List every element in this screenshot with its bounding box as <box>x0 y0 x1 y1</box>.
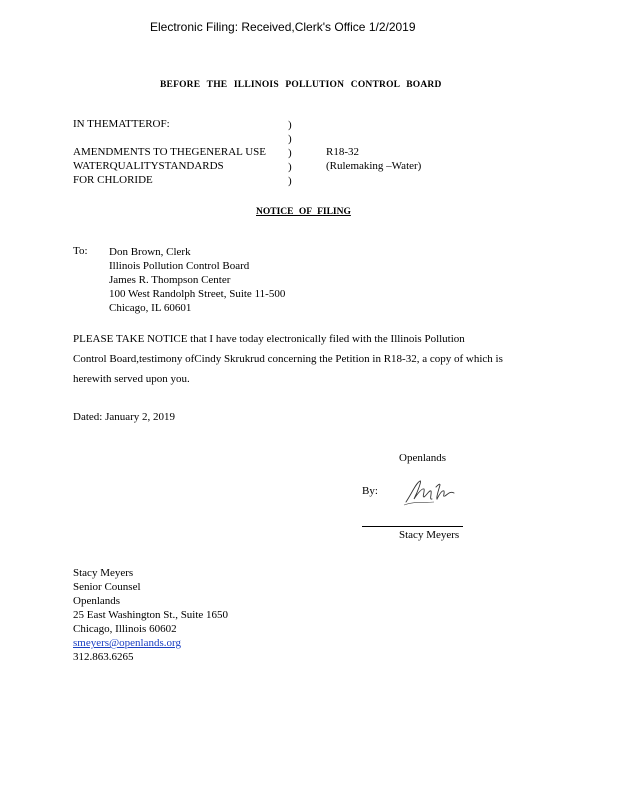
addressee-line: Don Brown, Clerk <box>109 246 191 258</box>
signature-image <box>400 475 462 509</box>
body-line: herewith served upon you. <box>73 373 190 385</box>
matter-label: IN THEMATTEROF: <box>73 118 170 130</box>
addressee-line: Illinois Pollution Control Board <box>109 260 250 272</box>
caption-paren: ) <box>288 161 292 173</box>
dated-line: Dated: January 2, 2019 <box>73 411 176 423</box>
contact-block <box>73 566 228 664</box>
filing-stamp: Electronic Filing: Received,Clerk's Office 1/2/2019 <box>150 20 416 34</box>
contact-name: Stacy Meyers <box>73 567 134 579</box>
caption-title-line: AMENDMENTS TO THEGENERAL USE <box>73 146 267 158</box>
board-title: BEFORE THE ILLINOIS POLLUTION CONTROL BOARD <box>160 80 442 90</box>
contact-address-line2: Chicago, Illinois 60602 <box>73 623 177 635</box>
caption-title-line: WATERQUALITYSTANDARDS <box>73 160 224 172</box>
docket-type: (Rulemaking –Water) <box>326 160 422 172</box>
contact-org: Openlands <box>73 595 121 607</box>
notice-title: NOTICE OF FILING <box>256 207 351 217</box>
addressee-line: 100 West Randolph Street, Suite 11-500 <box>109 288 286 300</box>
signer-name: Stacy Meyers <box>399 529 460 541</box>
caption-paren: ) <box>288 175 292 187</box>
contact-email-link[interactable]: smeyers@openlands.org <box>73 637 181 649</box>
caption-title <box>73 145 266 187</box>
signature-line <box>362 526 463 527</box>
docket-number: R18-32 <box>326 146 359 158</box>
docket-block <box>326 145 421 173</box>
contact-address-line1: 25 East Washington St., Suite 1650 <box>73 609 229 621</box>
contact-title: Senior Counsel <box>73 581 141 593</box>
body-line: Control Board,testimony ofCindy Skrukrud concerning the Petition in R18-32, a copy of which is <box>73 353 503 365</box>
caption-title-line: FOR CHLORIDE <box>73 174 153 186</box>
body-line: PLEASE TAKE NOTICE that I have today electronically filed with the Illinois Pollution <box>73 333 465 345</box>
addressee-line: James R. Thompson Center <box>109 274 231 286</box>
contact-phone: 312.863.6265 <box>73 651 134 663</box>
by-label: By: <box>362 485 378 497</box>
addressee-line: Chicago, IL 60601 <box>109 302 192 314</box>
signature-org: Openlands <box>399 452 447 464</box>
caption-parens <box>288 118 292 188</box>
addressee-block <box>109 245 285 315</box>
caption-paren: ) <box>288 147 292 159</box>
caption-paren: ) <box>288 133 292 145</box>
to-label: To: <box>73 245 88 257</box>
caption-paren: ) <box>288 119 292 131</box>
